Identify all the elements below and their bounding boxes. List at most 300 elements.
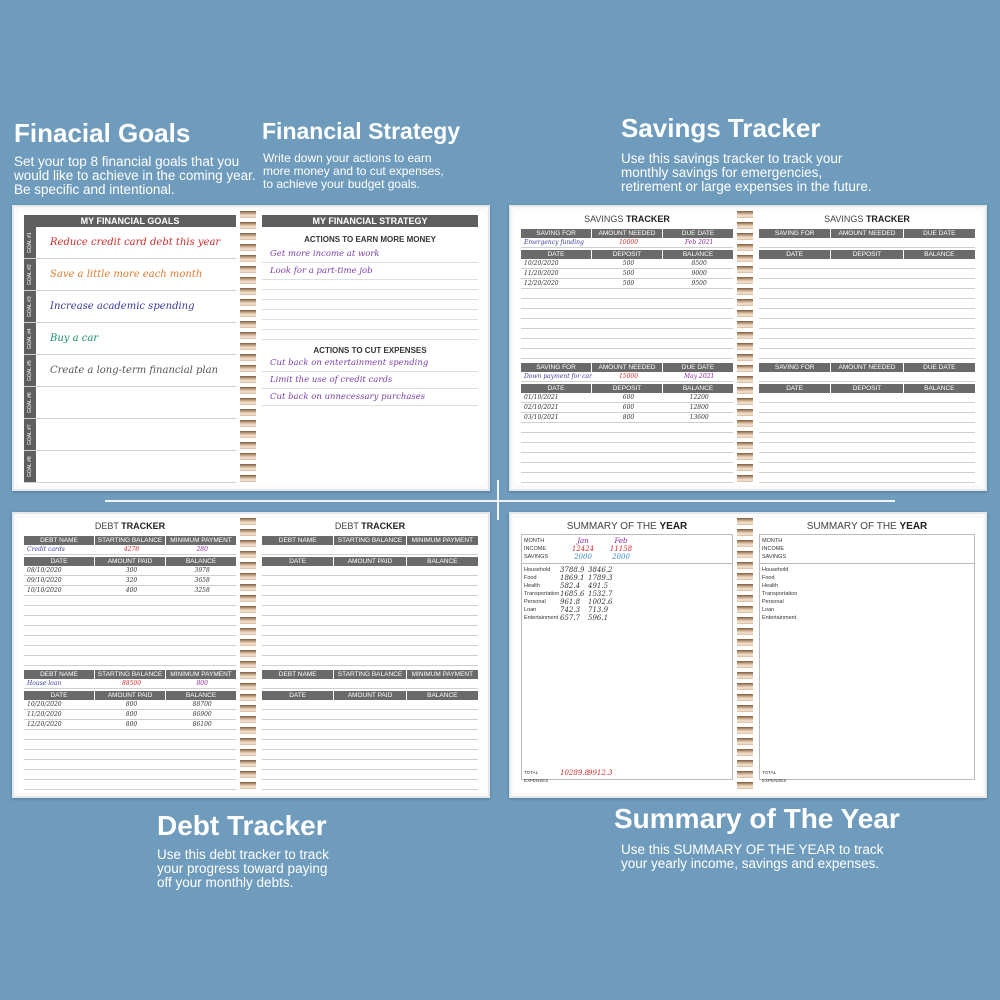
tracker-cell <box>165 626 236 635</box>
tracker-cell <box>24 780 95 789</box>
savings-tracker-description <box>621 152 872 194</box>
tracker-cell <box>95 656 166 665</box>
summary-feb <box>826 574 854 582</box>
tracker-cell <box>334 720 406 729</box>
tracker-cell <box>662 463 733 472</box>
col-header: DUE DATE <box>903 363 975 372</box>
summary-page-left <box>515 518 739 792</box>
tracker-cell <box>662 309 733 318</box>
tracker-cell <box>831 473 903 482</box>
col-header: MINIMUM PAYMENT <box>406 670 478 679</box>
desc-line: Be specific and intentional. <box>14 182 175 197</box>
col-header: BALANCE <box>406 691 478 700</box>
summary-jan <box>798 574 826 582</box>
tracker-cell <box>831 423 903 432</box>
tracker-cell <box>903 433 975 442</box>
tracker-cell: 12/20/2020 <box>27 721 62 728</box>
tracker-cell <box>903 299 975 308</box>
tracker-cell <box>759 403 831 412</box>
goals-list <box>24 227 236 483</box>
tracker-cell <box>759 473 831 482</box>
tracker-row <box>262 656 478 666</box>
tracker-cell <box>831 339 903 348</box>
desc-line: off your monthly debts. <box>157 875 294 890</box>
tracker-cell <box>95 760 166 769</box>
tracker-cell <box>262 636 334 645</box>
summary-feb <box>826 606 854 614</box>
col-header: DEPOSIT <box>591 250 662 259</box>
tracker-cell <box>903 393 975 402</box>
goal-text: Increase academic spending <box>50 301 195 312</box>
debt-tracker-title: Debt Tracker <box>157 810 327 841</box>
strategy-page <box>256 211 484 485</box>
tracker-row <box>262 730 478 740</box>
tracker-row <box>24 730 236 740</box>
tracker-cell <box>592 443 663 452</box>
tracker-cell <box>262 616 334 625</box>
tracker-row <box>759 309 975 319</box>
tracker-cols <box>521 250 733 259</box>
tracker-cell <box>831 443 903 452</box>
tracker-cell <box>759 279 831 288</box>
tracker-cell <box>521 309 592 318</box>
empty-cell <box>406 545 478 554</box>
desc-line: would like to achieve in the coming year. <box>14 168 256 183</box>
tracker-head <box>262 536 478 545</box>
goal-row <box>24 419 236 451</box>
col-header: AMOUNT NEEDED <box>830 229 902 238</box>
summary-category-row <box>524 598 730 606</box>
summary-jan: 582.4 <box>560 582 581 590</box>
summary-jan <box>798 566 826 574</box>
goal-row <box>24 451 236 483</box>
tracker-row <box>521 453 733 463</box>
empty-cell <box>831 238 903 247</box>
tracker-item <box>759 372 975 382</box>
summary-table <box>521 534 733 783</box>
tracker-cell <box>334 710 406 719</box>
tracker-cell <box>24 596 95 605</box>
financial-strategy-title: Financial Strategy <box>262 118 461 144</box>
tracker-cell <box>165 616 236 625</box>
summary-jan: 742.3 <box>560 606 581 614</box>
tracker-block <box>759 363 975 483</box>
tracker-row <box>521 443 733 453</box>
goal-tab: GOAL #7 <box>24 419 36 450</box>
tracker-value: Emergency funding <box>524 239 584 246</box>
summary-top-row <box>762 553 972 561</box>
tracker-row <box>262 750 478 760</box>
tracker-cell: 3258 <box>194 587 210 594</box>
tracker-cell <box>903 319 975 328</box>
tracker-cell: 9500 <box>691 280 707 287</box>
tracker-cell <box>334 626 406 635</box>
tracker-cell: 12200 <box>689 394 709 401</box>
tracker-cell <box>662 319 733 328</box>
summary-categories <box>760 564 974 624</box>
tracker-cell <box>662 289 733 298</box>
financial-strategy-description <box>263 152 444 191</box>
col-header: DUE DATE <box>903 229 975 238</box>
col-header: MINIMUM PAYMENT <box>165 536 236 545</box>
tracker-head <box>262 670 478 679</box>
tracker-cell <box>831 393 903 402</box>
tracker-row <box>759 269 975 279</box>
tracker-cell: 86900 <box>192 711 212 718</box>
tracker-cell <box>406 760 478 769</box>
tracker-cell <box>334 576 406 585</box>
tracker-cell <box>24 616 95 625</box>
tracker-cell: 600 <box>622 404 635 411</box>
desc-line: Set your top 8 financial goals that you <box>14 154 240 169</box>
tracker-cell: 02/10/2021 <box>524 404 559 411</box>
tracker-cell <box>406 740 478 749</box>
tracker-row <box>521 403 733 413</box>
goal-tab: GOAL #4 <box>24 323 36 354</box>
tracker-row <box>759 443 975 453</box>
tracker-row <box>24 646 236 656</box>
summary-value: Jan <box>577 537 589 545</box>
col-header: STARTING BALANCE <box>333 536 405 545</box>
tracker-cell <box>406 606 478 615</box>
tracker-cell <box>262 740 334 749</box>
ruled-space <box>262 280 478 340</box>
summary-jan <box>798 606 826 614</box>
tracker-cell <box>759 289 831 298</box>
tracker-cell <box>592 423 663 432</box>
summary-category-row <box>762 582 972 590</box>
debt-title-a: DEBT <box>94 521 119 531</box>
goal-text: Reduce credit card debt this year <box>50 237 221 248</box>
tracker-cell <box>24 646 95 655</box>
tracker-cell <box>334 606 406 615</box>
col-header: BALANCE <box>662 384 733 393</box>
tracker-cell <box>406 636 478 645</box>
summary-top-row <box>762 545 972 553</box>
tracker-cell <box>262 780 334 789</box>
horizontal-divider <box>105 500 895 502</box>
summary-value <box>840 553 878 561</box>
tracker-cell <box>95 740 166 749</box>
tracker-row <box>521 289 733 299</box>
tracker-cell <box>662 443 733 452</box>
tracker-cell <box>759 423 831 432</box>
tracker-row <box>262 740 478 750</box>
col-header: BALANCE <box>406 557 478 566</box>
tracker-cell <box>903 339 975 348</box>
summary-feb <box>826 598 854 606</box>
tracker-cell <box>262 626 334 635</box>
tracker-value: 88500 <box>121 680 142 687</box>
tracker-cell <box>262 646 334 655</box>
debt-page-left <box>18 518 242 792</box>
empty-cell <box>262 679 334 688</box>
col-header: DATE <box>521 250 591 259</box>
summary-total-label: TOTAL EXPENSES <box>762 770 787 783</box>
tracker-cell: 88700 <box>192 701 212 708</box>
tracker-cell: 500 <box>622 260 635 267</box>
desc-line: your progress toward paying <box>157 861 328 876</box>
goal-row <box>24 323 236 355</box>
tracker-cell: 10/20/2020 <box>27 701 62 708</box>
tracker-cell <box>903 463 975 472</box>
summary-category: Food <box>762 575 775 581</box>
summary-feb: 1532.7 <box>588 590 613 598</box>
summary-total-row <box>524 769 616 783</box>
tracker-block <box>262 670 478 790</box>
col-header: DEPOSIT <box>591 384 662 393</box>
tracker-cell <box>262 586 334 595</box>
tracker-cell <box>831 319 903 328</box>
tracker-cell <box>759 309 831 318</box>
spiral-binding <box>240 518 256 792</box>
tracker-cell: 03/10/2021 <box>524 414 559 421</box>
col-header: AMOUNT NEEDED <box>591 363 662 372</box>
earn-list <box>262 246 478 280</box>
tracker-row <box>521 473 733 483</box>
tracker-cell <box>406 750 478 759</box>
tracker-cell <box>662 473 733 482</box>
col-header: DEBT NAME <box>262 536 333 545</box>
tracker-cell <box>521 423 592 432</box>
summary-feb <box>826 566 854 574</box>
summary-top-row <box>524 545 730 553</box>
tracker-row <box>759 349 975 359</box>
tracker-cell <box>903 309 975 318</box>
summary-value <box>840 545 878 553</box>
savings-planner <box>509 205 987 491</box>
tracker-cell <box>95 606 166 615</box>
summary-jan: 657.7 <box>560 614 581 622</box>
summary-top <box>760 535 974 564</box>
tracker-cell <box>95 770 166 779</box>
tracker-cell <box>662 349 733 358</box>
tracker-cell <box>262 576 334 585</box>
desc-line: Use this debt tracker to track <box>157 847 329 862</box>
summary-jan: 3788.9 <box>560 566 585 574</box>
tracker-cell <box>334 646 406 655</box>
summary-jan <box>798 590 826 598</box>
tracker-row <box>24 710 236 720</box>
summary-category: Food <box>524 575 537 581</box>
goal-tab: GOAL #8 <box>24 451 36 482</box>
tracker-cell <box>334 616 406 625</box>
cut-item: Cut back on entertainment spending <box>262 355 478 372</box>
goal-row <box>24 355 236 387</box>
tracker-cell <box>165 646 236 655</box>
tracker-row <box>262 700 478 710</box>
tracker-row <box>521 279 733 289</box>
tracker-cell <box>165 740 236 749</box>
tracker-block <box>262 536 478 666</box>
tracker-cell <box>334 656 406 665</box>
col-header: STARTING BALANCE <box>333 670 405 679</box>
summary-label: MONTH <box>524 538 545 544</box>
summary-total: 9912.3 <box>588 769 613 777</box>
savings-blocks <box>521 229 733 483</box>
tracker-block <box>521 229 733 359</box>
summary-jan: 1685.6 <box>560 590 585 598</box>
summary-category-row <box>762 574 972 582</box>
cut-item: Cut back on unnecessary purchases <box>262 389 478 406</box>
empty-cell <box>262 545 334 554</box>
tracker-cell <box>903 269 975 278</box>
goal-text <box>36 451 236 482</box>
summary-jan: 1869.1 <box>560 574 585 582</box>
savings-blocks-empty <box>759 229 975 483</box>
tracker-cell <box>165 780 236 789</box>
summary-title-a: SUMMARY OF THE <box>806 521 897 532</box>
col-header: STARTING BALANCE <box>94 536 165 545</box>
tracker-block <box>24 536 236 666</box>
tracker-cell: 9000 <box>691 270 707 277</box>
tracker-cell <box>831 279 903 288</box>
tracker-cell <box>662 329 733 338</box>
summary-feb: 3846.2 <box>588 566 613 574</box>
savings-page-left <box>515 211 739 485</box>
tracker-row <box>521 319 733 329</box>
tracker-cell <box>592 289 663 298</box>
tracker-cell <box>592 339 663 348</box>
tracker-item <box>759 238 975 248</box>
summary-value <box>802 545 840 553</box>
summary-value <box>840 537 878 545</box>
empty-cell <box>903 372 975 381</box>
tracker-cell <box>334 596 406 605</box>
goal-tab: GOAL #1 <box>24 227 36 258</box>
tracker-row <box>759 329 975 339</box>
tracker-row <box>262 710 478 720</box>
tracker-cell <box>406 616 478 625</box>
tracker-cols <box>759 250 975 259</box>
col-header: DEBT NAME <box>262 670 333 679</box>
earn-item: Get more income at work <box>262 246 478 263</box>
tracker-cell <box>334 770 406 779</box>
tracker-cell <box>592 473 663 482</box>
tracker-cell <box>759 319 831 328</box>
financial-goals-description <box>14 155 256 197</box>
debt-title-b: TRACKER <box>361 521 406 531</box>
col-header: DEBT NAME <box>24 670 94 679</box>
goal-tab: GOAL #3 <box>24 291 36 322</box>
summary-category-row <box>524 614 730 622</box>
summary-category-row <box>762 606 972 614</box>
tracker-row <box>262 616 478 626</box>
tracker-cell <box>262 770 334 779</box>
col-header: DATE <box>24 691 94 700</box>
summary-total-row <box>762 769 854 783</box>
col-header: BALANCE <box>165 691 236 700</box>
col-header: BALANCE <box>662 250 733 259</box>
tracker-cell: 08/10/2020 <box>27 567 62 574</box>
tracker-row <box>24 700 236 710</box>
tracker-item <box>521 238 733 248</box>
tracker-cell: 11/20/2020 <box>27 711 62 718</box>
col-header: DEPOSIT <box>830 250 902 259</box>
tracker-cell <box>334 740 406 749</box>
tracker-cell <box>759 433 831 442</box>
summary-category-row <box>762 590 972 598</box>
goal-text <box>36 387 236 418</box>
col-header: MINIMUM PAYMENT <box>165 670 236 679</box>
goal-tab: GOAL #2 <box>24 259 36 290</box>
tracker-cols <box>24 557 236 566</box>
tracker-value: Credit cards <box>27 546 65 553</box>
tracker-cell <box>334 750 406 759</box>
col-header: DEBT NAME <box>24 536 94 545</box>
tracker-row <box>262 780 478 790</box>
tracker-cell <box>592 319 663 328</box>
tracker-cell <box>165 636 236 645</box>
tracker-cell: 13600 <box>689 414 709 421</box>
tracker-cell <box>165 596 236 605</box>
col-header: DUE DATE <box>662 229 733 238</box>
tracker-cols <box>24 691 236 700</box>
empty-cell <box>759 372 831 381</box>
tracker-cell <box>24 750 95 759</box>
desc-line: Use this SUMMARY OF THE YEAR to track <box>621 842 884 857</box>
empty-cell <box>334 679 406 688</box>
col-header: SAVING FOR <box>521 229 591 238</box>
tracker-cell: 500 <box>622 270 635 277</box>
tracker-cell: 10/10/2020 <box>27 587 62 594</box>
tracker-cell <box>24 626 95 635</box>
goal-row <box>24 387 236 419</box>
tracker-row <box>759 259 975 269</box>
tracker-cell <box>592 349 663 358</box>
goals-strategy-planner <box>12 205 490 491</box>
col-header: STARTING BALANCE <box>94 670 165 679</box>
debt-title-b: TRACKER <box>121 521 166 531</box>
summary-feb: 713.9 <box>588 606 609 614</box>
tracker-value: 280 <box>196 546 208 553</box>
summary-category-row <box>762 566 972 574</box>
summary-jan: 961.8 <box>560 598 581 606</box>
tracker-cell: 3978 <box>194 567 210 574</box>
tracker-cell <box>406 576 478 585</box>
summary-of-the-year-title: Summary of The Year <box>614 803 900 834</box>
col-header: AMOUNT NEEDED <box>591 229 662 238</box>
tracker-cell <box>831 329 903 338</box>
col-header: AMOUNT PAID <box>333 691 405 700</box>
tracker-cell <box>521 433 592 442</box>
tracker-cell <box>95 626 166 635</box>
goal-text: Buy a car <box>50 333 99 344</box>
tracker-cell <box>592 299 663 308</box>
financial-goals-title: Finacial Goals <box>14 118 191 148</box>
tracker-cell <box>662 299 733 308</box>
summary-value: Feb <box>614 537 628 545</box>
tracker-row <box>24 740 236 750</box>
tracker-cell <box>334 636 406 645</box>
tracker-cell <box>521 443 592 452</box>
tracker-cell <box>903 279 975 288</box>
tracker-item <box>262 545 478 555</box>
tracker-block <box>759 229 975 359</box>
tracker-cell <box>831 453 903 462</box>
tracker-cell <box>334 760 406 769</box>
savings-tracker-title: Savings Tracker <box>621 113 821 143</box>
tracker-cell: 500 <box>622 280 635 287</box>
desc-line: Use this savings tracker to track your <box>621 151 843 166</box>
tracker-cell <box>165 770 236 779</box>
tracker-cell: 12800 <box>689 404 709 411</box>
tracker-cell <box>592 453 663 462</box>
summary-top-row <box>524 537 730 545</box>
tracker-cell <box>334 586 406 595</box>
tracker-row <box>262 646 478 656</box>
goal-row <box>24 259 236 291</box>
